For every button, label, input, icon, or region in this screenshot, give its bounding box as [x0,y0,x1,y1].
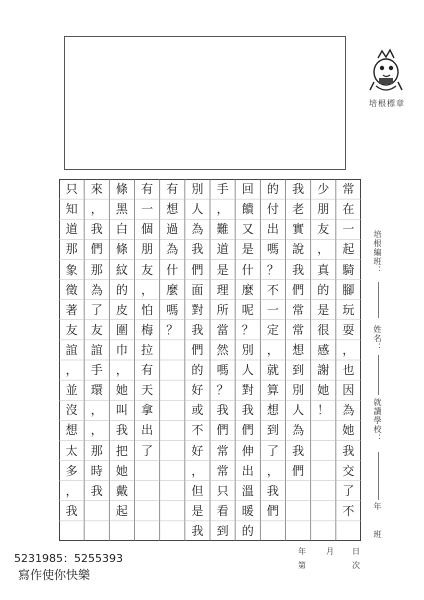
grid-character: 象 [65,262,78,277]
grid-character: 叫 [115,403,128,418]
school-line [378,452,379,500]
grid-character: 們 [266,503,279,518]
grid-character: ？ [166,322,179,337]
grid-character: 常 [216,463,229,478]
class-label: 培根編班： [373,230,382,275]
grid-character: 我 [191,322,204,337]
grid-character: 我 [65,503,78,518]
grid-character: 天 [141,383,154,398]
grid-character: 我 [342,443,355,458]
grid-character: 知 [65,202,78,217]
student-id-number: 5231985：5255393 [14,552,123,565]
grid-character: 那 [90,443,103,458]
grid-character: 著 [65,302,78,317]
grid-character: 常 [342,182,355,197]
footer-day: 日 [352,547,360,556]
slogan-text: 寫作使你快樂 [18,568,91,582]
grid-character: ， [90,403,103,418]
grid-character: ， [342,342,355,357]
grid-character: 們 [292,463,305,478]
grid-character: 我 [90,483,103,498]
grid-character: 到 [266,423,279,438]
grid-character: 騎 [342,262,355,277]
teacher-comment-box [64,36,346,170]
grid-character: ， [317,242,330,257]
grid-character: 嗎 [266,242,279,257]
grid-character: ？ [241,322,254,337]
grid-character: 想 [292,342,305,357]
grid-character: 不 [342,503,355,518]
grid-character: 起 [115,503,128,518]
grid-character: 又 [241,222,254,237]
grid-character: ？ [266,262,279,277]
grid-character: 定 [266,322,279,337]
grid-character: 理 [216,282,229,297]
grid-character: 道 [65,222,78,237]
grid-character: 一 [141,202,154,217]
grid-character: 呢 [241,302,254,317]
grid-character: 我 [216,403,229,418]
grid-character: 的 [191,363,204,378]
grid-character: 了 [141,443,154,458]
grid-character: 們 [191,262,204,277]
grid-character: 們 [241,423,254,438]
grid-character: 她 [115,463,128,478]
grid-character: 好 [191,383,204,398]
grid-character: 拿 [141,403,154,418]
grid-character: 什 [166,262,179,277]
grid-character: 難 [216,222,229,237]
grid-character: 感 [317,342,330,357]
grid-character: 對 [241,383,254,398]
grid-character: 伸 [241,443,254,458]
grid-character: 玩 [342,302,355,317]
grid-character: 人 [292,403,305,418]
grid-character: 梅 [141,322,154,337]
grid-character: 來 [90,182,103,197]
grid-character: 那 [90,262,103,277]
writing-grid [59,179,361,541]
grid-character: 怕 [141,302,154,317]
grid-character: 了 [266,443,279,458]
grid-character: 為 [90,282,103,297]
grid-character: 不 [191,423,204,438]
grid-character: 算 [266,383,279,398]
grid-character: 我 [292,182,305,197]
grid-character: 是 [241,242,254,257]
footer-count-suffix: 次 [352,561,360,570]
grid-character: 有 [166,182,179,197]
grid-character: ！ [317,403,330,418]
grid-character: 所 [216,302,229,317]
grid-character: 太 [65,443,78,458]
year-label: 年 [373,502,382,511]
grid-character: 白 [115,222,128,237]
grid-character: 過 [166,222,179,237]
grid-character: 到 [216,523,229,538]
grid-character: 常 [292,322,305,337]
grid-character: 的 [241,523,254,538]
grid-character: ， [266,342,279,357]
logo-caption: 培根標章 [369,99,405,108]
grid-character: 那 [65,242,78,257]
grid-character: 友 [90,322,103,337]
grid-character: 把 [115,443,128,458]
grid-character: 到 [292,363,305,378]
grid-character: 饋 [241,202,254,217]
grid-character: 條 [115,182,128,197]
grid-character: 了 [342,483,355,498]
grid-character: 人 [241,363,254,378]
grid-character: 謝 [317,363,330,378]
grid-character: 紋 [115,262,128,277]
grid-character: ， [65,363,78,378]
grid-character: 環 [90,383,103,398]
grid-character: 交 [342,463,355,478]
grid-character: 很 [317,322,330,337]
grid-character: 們 [292,282,305,297]
grid-character: 誼 [90,342,103,357]
grid-character: 為 [292,423,305,438]
footer-count-label: 第 [298,561,306,570]
grid-character: 她 [342,423,355,438]
grid-character: 麼 [241,282,254,297]
grid-character: 出 [241,463,254,478]
bird-mascot-icon [364,42,408,94]
grid-character: 好 [191,443,204,458]
grid-character: 在 [342,202,355,217]
grid-character: 回 [241,182,254,197]
grid-character: 只 [65,182,78,197]
grid-character: 付 [266,202,279,217]
grid-character: 面 [191,282,204,297]
grid-character: 誼 [65,342,78,357]
grid-character: 的 [115,282,128,297]
grid-character: 別 [292,383,305,398]
grid-character: 友 [141,262,154,277]
grid-character: 然 [216,342,229,357]
grade-label: 班 [373,530,382,539]
grid-character: 的 [266,182,279,197]
grid-character: 一 [342,222,355,237]
grid-character: 有 [141,363,154,378]
grid-character: 個 [141,222,154,237]
grid-character: 也 [342,363,355,378]
grid-character: 徵 [65,282,78,297]
grid-character: 對 [191,302,204,317]
grid-character: 說 [292,242,305,257]
grid-character: 真 [317,262,330,277]
grid-character: 為 [342,403,355,418]
grid-character: 我 [90,222,103,237]
grid-character: 想 [166,202,179,217]
school-label: 就讀學校： [373,398,382,443]
grid-character: 黑 [115,202,128,217]
grid-character: 或 [191,403,204,418]
grid-character: 沒 [65,403,78,418]
grid-character: 的 [317,282,330,297]
grid-character: 少 [317,182,330,197]
grid-character: ， [191,463,204,478]
footer-month: 月 [326,547,334,556]
grid-character: 想 [266,403,279,418]
grid-character: ？ [216,383,229,398]
grid-character: 我 [241,403,254,418]
name-line [378,355,379,395]
grid-character: 當 [216,322,229,337]
grid-character: 們 [216,423,229,438]
grid-character: 友 [65,322,78,337]
grid-character: 只 [216,483,229,498]
grid-character: 我 [191,242,204,257]
grid-character: 圍 [115,322,128,337]
class-line [378,282,379,318]
grid-character: ， [90,423,103,438]
grid-character: 有 [141,182,154,197]
grid-character: 別 [241,342,254,357]
grid-character: 嗎 [216,363,229,378]
grid-character: 為 [191,222,204,237]
grid-character: 常 [216,443,229,458]
grid-character: ， [90,202,103,217]
grid-character: 條 [115,242,128,257]
grid-character: 她 [317,383,330,398]
grid-character: 出 [266,222,279,237]
grid-character: 我 [266,483,279,498]
name-label: 姓名： [373,325,382,352]
grid-character: ， [266,463,279,478]
grid-character: 她 [115,383,128,398]
grid-character: 嗎 [166,302,179,317]
grid-character: 多 [65,463,78,478]
grid-character: 巾 [115,342,128,357]
grid-character: 暖 [241,503,254,518]
grid-character: 人 [191,202,204,217]
grid-character: 是 [191,503,204,518]
grid-character: 皮 [115,302,128,317]
grid-character: ， [65,483,78,498]
grid-character: 什 [241,262,254,277]
grid-character: 耍 [342,322,355,337]
grid-character: 一 [266,302,279,317]
footer-year: 年 [298,547,306,556]
grid-character: 戴 [115,483,128,498]
grid-character: 時 [90,463,103,478]
grid-character: 起 [342,242,355,257]
grid-character: 我 [292,262,305,277]
grid-character: 常 [292,302,305,317]
grid-character: 朋 [317,202,330,217]
grid-character: 為 [166,242,179,257]
grid-character: 想 [65,423,78,438]
grid-character: 我 [292,443,305,458]
grid-character: ， [141,282,154,297]
grid-character: 們 [90,242,103,257]
grid-character: 們 [191,342,204,357]
grid-character: 就 [266,363,279,378]
grid-character: 朋 [141,242,154,257]
grid-character: 老 [292,202,305,217]
grid-character: 是 [216,262,229,277]
grid-character: 拉 [141,342,154,357]
grid-character: 麼 [166,282,179,297]
grid-character: 因 [342,383,355,398]
grid-character: 我 [191,523,204,538]
grid-character: 但 [191,483,204,498]
grid-character: 不 [266,282,279,297]
grid-character: 手 [90,363,103,378]
grid-character: 道 [216,242,229,257]
grid-character: 手 [216,182,229,197]
grid-character: 溫 [241,483,254,498]
grid-character: ， [115,363,128,378]
grid-character: 出 [141,423,154,438]
grid-character: 是 [317,302,330,317]
grid-character: 腳 [342,282,355,297]
grid-character: 並 [65,383,78,398]
grid-character: ， [216,202,229,217]
grid-character: 看 [216,503,229,518]
grid-character: 別 [191,182,204,197]
grid-character: 友 [317,222,330,237]
grid-character: 我 [115,423,128,438]
grid-character: 了 [90,302,103,317]
grid-character: 實 [292,222,305,237]
